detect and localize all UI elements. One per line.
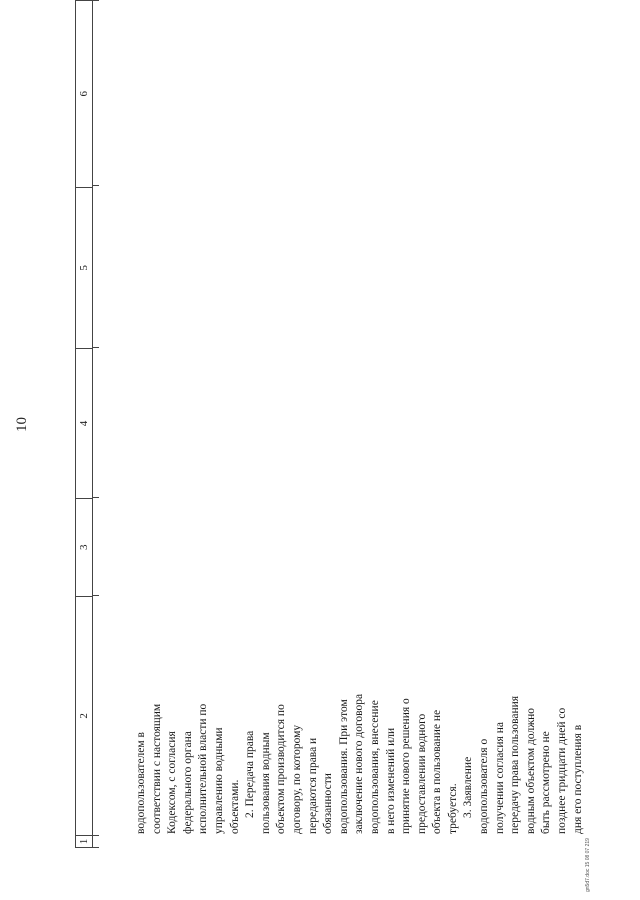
footer-note: gn5d7.doc 15 08 07 219 (585, 838, 591, 892)
text-line: объектами. (228, 779, 241, 834)
text-line: обязанности (322, 773, 335, 834)
text-line: принятие нового решения о (400, 698, 413, 834)
column-divider (93, 595, 99, 596)
text-line: 2. Передача права (244, 730, 257, 818)
text-line: быть рассмотрено не (540, 731, 553, 834)
text-line: объекта в пользование не (431, 709, 444, 834)
text-line: водопользователем в (135, 732, 147, 834)
column-divider (93, 847, 99, 848)
text-line: исполнительной власти по (197, 703, 210, 834)
text-line: передачу права пользования (509, 695, 522, 834)
text-line: заключение нового договора (353, 693, 366, 834)
column-number-6: 6 (78, 91, 90, 97)
column-number-4: 4 (76, 348, 92, 498)
text-line: позднее тридцати дней со (556, 707, 569, 834)
text-line: водопользования. При этом (337, 699, 350, 834)
column-divider (93, 347, 99, 348)
column-number-1: 1 (76, 835, 92, 847)
page-number: 10 (14, 417, 30, 432)
column-2-text (134, 594, 586, 834)
text-line: дня его поступления в (571, 724, 584, 834)
column-number-2: 2 (76, 596, 92, 835)
text-line: 3. Заявление (462, 756, 475, 818)
text-line: Кодексом, с согласия (166, 731, 179, 834)
text-line: федерального органа (181, 731, 194, 834)
text-line: предоставлении водного (415, 713, 428, 834)
column-divider (93, 0, 99, 1)
text-line: управлению водными (212, 727, 225, 834)
text-line: соответствии с настоящим (150, 703, 163, 834)
text-line: в него изменений или (384, 727, 397, 834)
column-divider (93, 835, 99, 836)
text-line: водным объектом должно (524, 707, 537, 834)
text-line: договору, по которому (290, 724, 303, 834)
text-line: получении согласия на (493, 722, 506, 834)
text-line: объектом производится по (275, 704, 288, 834)
text-line: передаются права и (306, 737, 319, 834)
column-divider (93, 185, 99, 186)
text-line: водопользователя о (478, 738, 491, 834)
text-line: пользования водным (259, 732, 272, 834)
text-line: требуется. (446, 783, 459, 834)
table-header-row (75, 0, 93, 848)
column-number-3: 3 (76, 498, 92, 596)
text-line: водопользования, внесение (368, 700, 381, 834)
column-number-5: 5 (76, 187, 92, 349)
column-divider (93, 497, 99, 498)
